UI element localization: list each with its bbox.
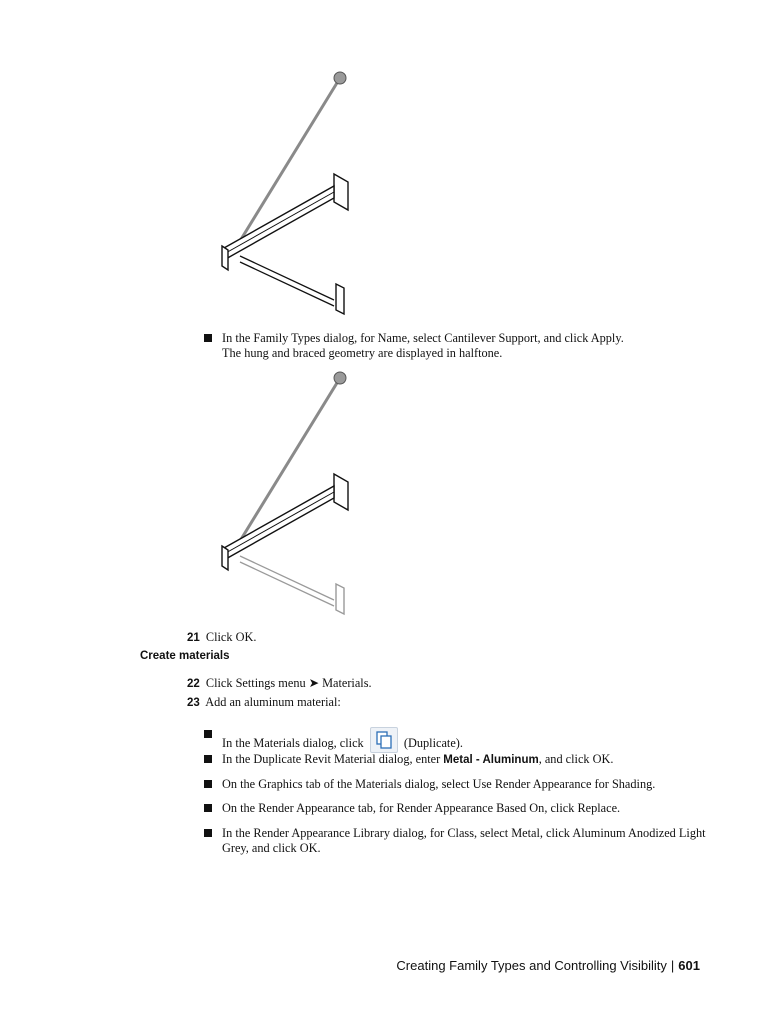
- bullet-text-before: In the Duplicate Revit Material dialog, enter: [222, 752, 441, 766]
- step-number: 23: [187, 697, 200, 709]
- bullet-square-icon: [204, 730, 212, 738]
- bullet-duplicate-material: [204, 752, 712, 768]
- bullet-text: In the Render Appearance Library dialog, for Class, select Metal, click Aluminum Anodized Light Grey, and click OK.: [222, 826, 706, 855]
- bullet-text-after: , and click OK.: [538, 752, 614, 766]
- bullet-materials-dialog: [204, 727, 712, 753]
- duplicate-icon: [370, 727, 398, 753]
- bullet-square-icon: [204, 755, 212, 763]
- bullet-family-types: [204, 331, 712, 361]
- figure-cantilever-halftone: [210, 362, 370, 622]
- step-22: [187, 676, 372, 692]
- bullet-square-icon: [204, 829, 212, 837]
- bullet-square-icon: [204, 334, 212, 342]
- step-number: 22: [187, 678, 200, 690]
- step-text: Click Settings menu ➤ Materials.: [205, 676, 372, 690]
- material-name: Metal - Aluminum: [443, 754, 539, 766]
- bullet-render-library: [204, 826, 712, 856]
- section-heading: Create materials: [140, 650, 230, 662]
- bullet-text-before: In the Materials dialog, click: [222, 736, 364, 750]
- bullet-render-appearance-tab: [204, 801, 712, 816]
- bullet-line-1: In the Family Types dialog, for Name, select Cantilever Support, and click Apply.: [222, 331, 624, 345]
- footer-title: Creating Family Types and Controlling Visibility: [396, 958, 667, 973]
- figure-cantilever-full: [210, 62, 370, 322]
- bullet-graphics-tab: [204, 777, 712, 792]
- step-number: 21: [187, 632, 200, 644]
- step-23: [187, 695, 341, 711]
- bullet-square-icon: [204, 780, 212, 788]
- step-21: [187, 630, 256, 646]
- bullet-square-icon: [204, 804, 212, 812]
- footer-separator: |: [670, 958, 675, 973]
- step-text: Click OK.: [205, 630, 257, 644]
- page-number: 601: [678, 958, 700, 973]
- bullet-text: On the Render Appearance tab, for Render Appearance Based On, click Replace.: [222, 801, 621, 815]
- bullet-text: On the Graphics tab of the Materials dialog, select Use Render Appearance for Shading.: [222, 777, 656, 791]
- step-text: Add an aluminum material:: [205, 695, 341, 709]
- bullet-line-2: The hung and braced geometry are displayed in halftone.: [222, 346, 503, 360]
- bullet-text-after: (Duplicate).: [403, 736, 463, 750]
- page-footer: [396, 958, 700, 973]
